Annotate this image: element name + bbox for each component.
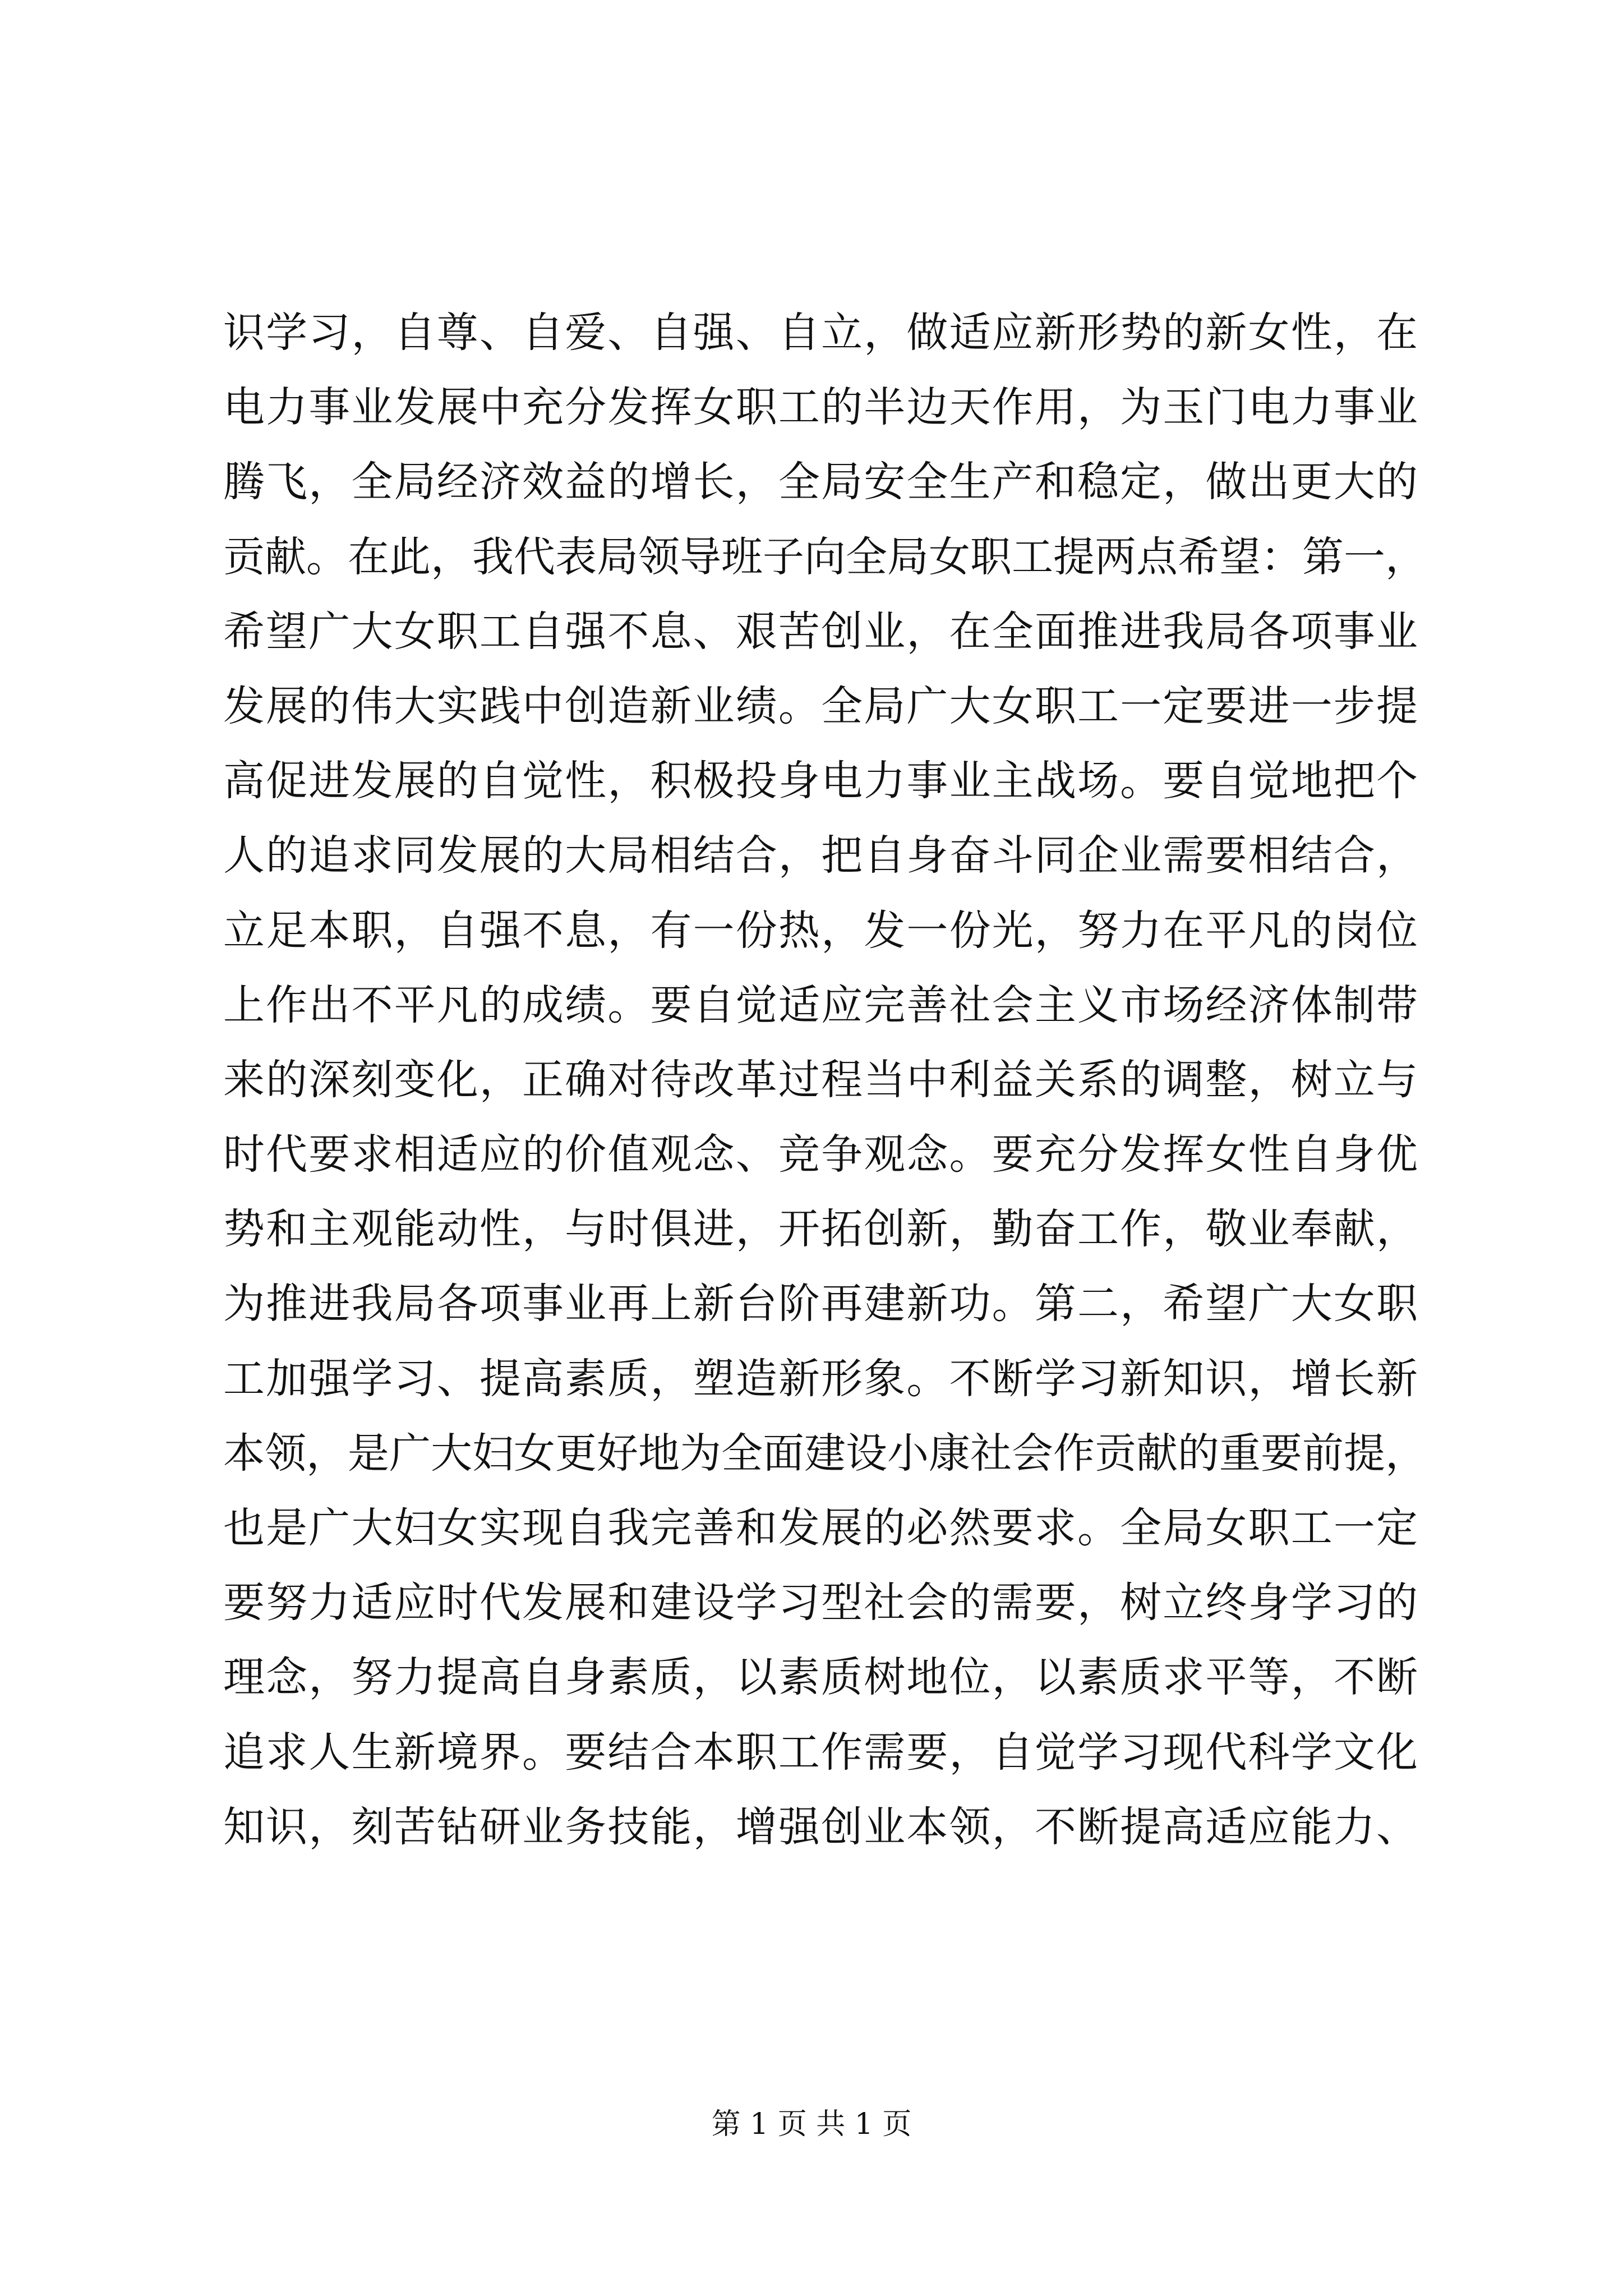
text-line-16: 本领，是广大妇女更好地为全面建设小康社会作贡献的重要前提， <box>223 1429 1427 1478</box>
text-line-4: 贡献。在此，我代表局领导班子向全局女职工提两点希望：第一， <box>223 532 1427 581</box>
text-line-5: 希望广大女职工自强不息、艰苦创业，在全面推进我局各项事业 <box>223 607 1418 656</box>
text-line-7: 高促进发展的自觉性，积极投身电力事业主战场。要自觉地把个 <box>223 757 1418 806</box>
text-line-19: 理念，努力提高自身素质，以素质树地位，以素质求平等，不断 <box>223 1653 1418 1702</box>
text-line-14: 为推进我局各项事业再上新台阶再建新功。第二，希望广大女职 <box>223 1280 1418 1328</box>
text-line-15: 工加强学习、提高素质，塑造新形象。不断学习新知识，增长新 <box>223 1354 1418 1403</box>
text-line-18: 要努力适应时代发展和建设学习型社会的需要，树立终身学习的 <box>223 1579 1418 1627</box>
text-line-12: 时代要求相适应的价值观念、竞争观念。要充分发挥女性自身优 <box>223 1130 1418 1179</box>
page-footer: 第 1 页 共 1 页 <box>711 2108 912 2141</box>
text-line-2: 电力事业发展中充分发挥女职工的半边天作用，为玉门电力事业 <box>223 383 1418 432</box>
text-line-13: 势和主观能动性，与时俱进，开拓创新，勤奋工作，敬业奉献， <box>223 1205 1418 1254</box>
body-text <box>223 296 1427 1865</box>
text-line-11: 来的深刻变化，正确对待改革过程当中利益关系的调整，树立与 <box>223 1055 1418 1104</box>
text-line-17: 也是广大妇女实现自我完善和发展的必然要求。全局女职工一定 <box>223 1504 1418 1552</box>
text-line-3: 腾飞，全局经济效益的增长，全局安全生产和稳定，做出更大的 <box>223 458 1418 507</box>
text-line-10: 上作出不平凡的成绩。要自觉适应完善社会主义市场经济体制带 <box>223 981 1418 1029</box>
text-line-1: 识学习，自尊、自爱、自强、自立，做适应新形势的新女性，在 <box>223 309 1418 357</box>
text-line-6: 发展的伟大实践中创造新业绩。全局广大女职工一定要进一步提 <box>223 682 1418 730</box>
text-line-9: 立足本职，自强不息，有一份热，发一份光，努力在平凡的岗位 <box>223 906 1418 955</box>
text-line-20: 追求人生新境界。要结合本职工作需要，自觉学习现代科学文化 <box>223 1728 1418 1777</box>
text-line-8: 人的追求同发展的大局相结合，把自身奋斗同企业需要相结合， <box>223 831 1418 880</box>
text-line-21: 知识，刻苦钻研业务技能，增强创业本领，不断提高适应能力、 <box>223 1802 1418 1851</box>
